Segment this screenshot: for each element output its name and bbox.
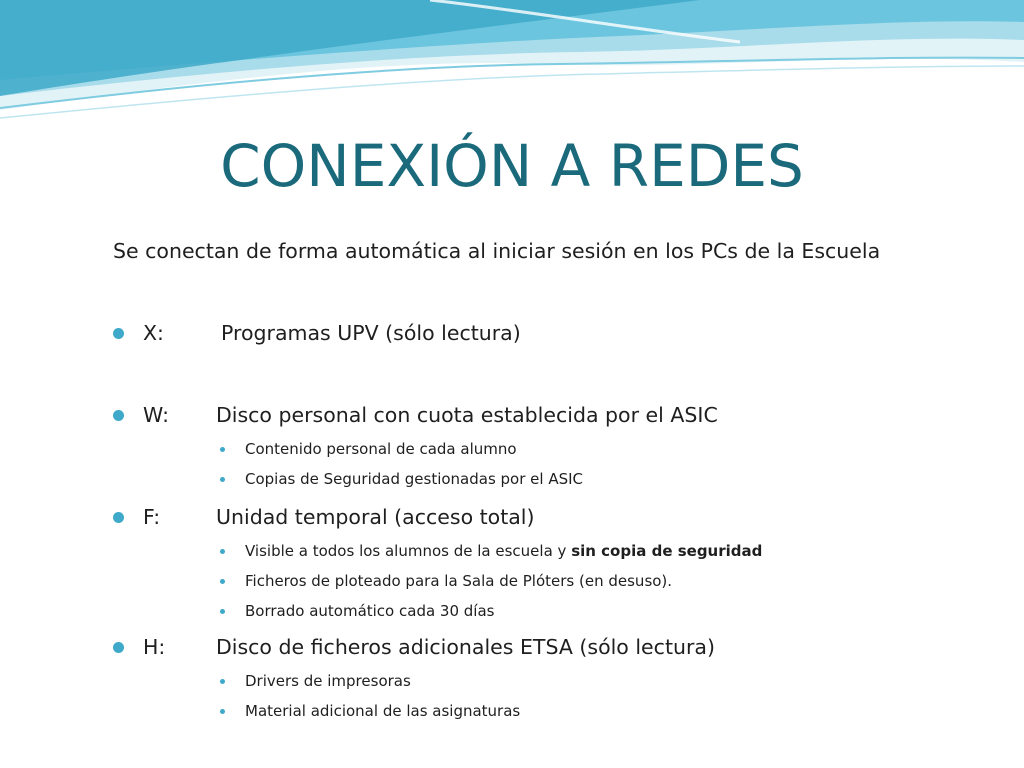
sub-item-text: Material adicional de las asignaturas (245, 702, 521, 720)
slide-title: CONEXIÓN A REDES (220, 132, 804, 200)
sub-item-text (245, 540, 762, 562)
sub-bullet-icon (220, 447, 225, 452)
drive-description: Disco personal con cuota establecida por el ASIC (216, 403, 718, 427)
drive-letter: X: (143, 321, 164, 345)
bullet-icon (113, 410, 124, 421)
drive-description: Programas UPV (sólo lectura) (221, 321, 521, 345)
drive-letter: W: (143, 403, 169, 427)
sub-item-text: Drivers de impresoras (245, 672, 411, 690)
sub-item-text-normal: Visible a todos los alumnos de la escuela y (245, 542, 572, 560)
drive-letter: H: (143, 635, 166, 659)
bullet-icon (113, 328, 124, 339)
drive-letter: F: (143, 505, 161, 529)
sub-bullet-icon (220, 709, 225, 714)
sub-item-text: Borrado automático cada 30 días (245, 602, 495, 620)
sub-bullet-icon (220, 679, 225, 684)
bullet-icon (113, 512, 124, 523)
drive-description: Disco de ficheros adicionales ETSA (sólo lectura) (216, 635, 715, 659)
sub-item-text: Contenido personal de cada alumno (245, 440, 517, 458)
sub-bullet-icon (220, 549, 225, 554)
sub-item-text: Copias de Seguridad gestionadas por el ASIC (245, 470, 584, 488)
sub-bullet-icon (220, 477, 225, 482)
intro-text: Se conectan de forma automática al iniciar sesión en los PCs de la Escuela (113, 239, 881, 263)
sub-item-text-bold: sin copia de seguridad (571, 542, 763, 560)
sub-bullet-icon (220, 609, 225, 614)
drive-description: Unidad temporal (acceso total) (216, 505, 535, 529)
sub-bullet-icon (220, 579, 225, 584)
bullet-icon (113, 642, 124, 653)
sub-item-text: Ficheros de ploteado para la Sala de Plóters (en desuso). (245, 572, 673, 590)
